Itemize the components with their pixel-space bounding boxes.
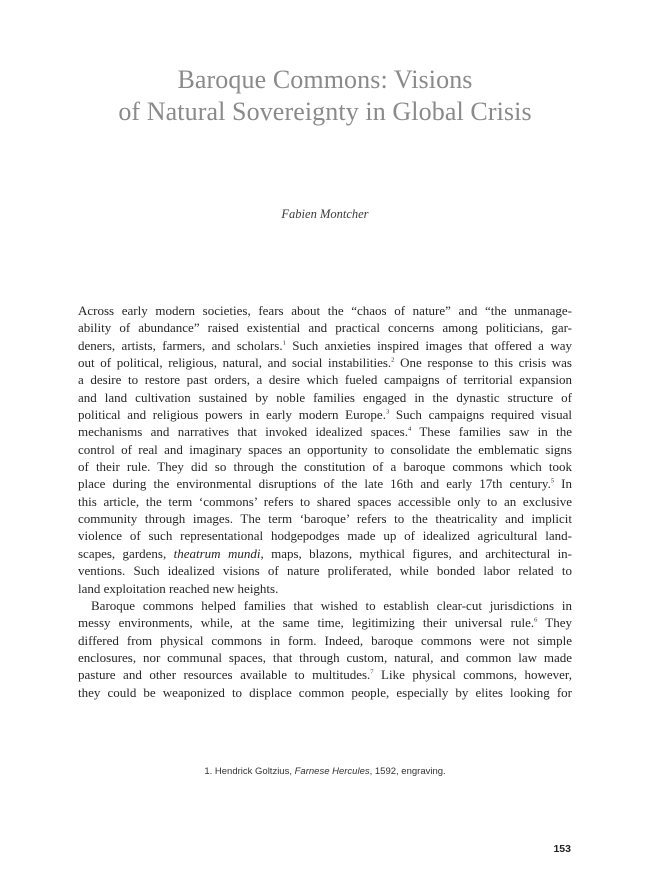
body-line: ability of abundance” raised existential and practical concerns among politicians, gar-	[78, 320, 572, 336]
body-line: differed from physical commons in form. Indeed, baroque commons were not simple	[78, 632, 572, 648]
body-line: this article, the term ‘commons’ refers to shared spaces accessible only to an exclusive	[78, 493, 572, 509]
body-line: mechanisms and narratives that invoked idealized spaces.$^4$ These families saw in the	[78, 424, 572, 440]
body-line: Baroque commons helped families that wished to establish clear-cut jurisdictions in	[91, 597, 572, 613]
footnote-marker: 5	[550, 478, 555, 486]
body-line: Across early modern societies, fears about the “chaos of nature” and “the unmanage-	[78, 303, 572, 318]
body-line: violence of such representational hodgepodges made up of idealized agricultural land-	[78, 528, 572, 544]
italic-term: theatrum mundi	[173, 545, 261, 561]
body-line: messy environments, while, at the same time, legitimizing their universal rule.$^6$ They	[78, 615, 573, 631]
footnote-marker: 1	[282, 339, 286, 347]
body-line: deners, artists, farmers, and scholars.$^1$ Such anxieties inspired images that offered a way	[78, 337, 572, 353]
caption-work-title: Farnese Hercules	[294, 766, 370, 777]
body-line: of their rule. They did so through the constitution of a baroque commons which took	[78, 459, 572, 475]
body-line: scapes, gardens, theatrum mundi, maps, blazons, mythical figures, and architectural in-	[78, 545, 573, 561]
body-line: land exploitation reached new heights.	[78, 580, 279, 596]
body-line: they could be weaponized to displace common people, especially by elites looking for	[78, 684, 572, 700]
body-line: political and religious powers in early modern Europe.$^3$ Such campaigns required visual	[78, 407, 572, 423]
article-title	[0, 64, 650, 128]
body-line: community through images. The term ‘baroque’ refers to the theatricality and implicit	[78, 511, 572, 527]
footnote-marker: 3	[385, 408, 390, 416]
author-name: Fabien Montcher	[281, 207, 369, 221]
footnote-marker: 2	[391, 356, 395, 364]
body-line: ventions. Such idealized visions of nature proliferated, while bonded labor related to	[78, 563, 572, 579]
body-line: out of political, religious, natural, and social instabilities.$^2$ One response to this crisis was	[78, 355, 572, 371]
title-line-1: Baroque Commons: Visions	[177, 65, 473, 94]
page-number: 153	[553, 843, 571, 855]
figure-caption: 1. Hendrick Goltzius, Farnese Hercules, 1592, engraving.	[204, 766, 446, 777]
footnote-marker: 6	[534, 616, 538, 624]
body-line: pasture and other resources available to multitudes.$^7$ Like physical commons, however,	[78, 667, 572, 683]
body-line: control of real and imaginary spaces an opportunity to consolidate the emblematic signs	[78, 441, 572, 457]
body-line: enclosures, nor communal spaces, that through custom, natural, and common law made	[78, 649, 572, 665]
body-line: a desire to restore past orders, a desire which fueled campaigns of territorial expansion	[78, 372, 572, 388]
article-body	[78, 302, 572, 701]
body-line: and land cultivation sustained by noble families engaged in the dynastic structure of	[78, 389, 572, 405]
footnote-marker: 7	[370, 668, 374, 676]
footnote-marker: 4	[407, 426, 412, 434]
title-line-2: of Natural Sovereignty in Global Crisis	[118, 97, 532, 126]
body-line: place during the environmental disruptions of the late 16th and early 17th century.$^5$ In	[78, 476, 572, 492]
